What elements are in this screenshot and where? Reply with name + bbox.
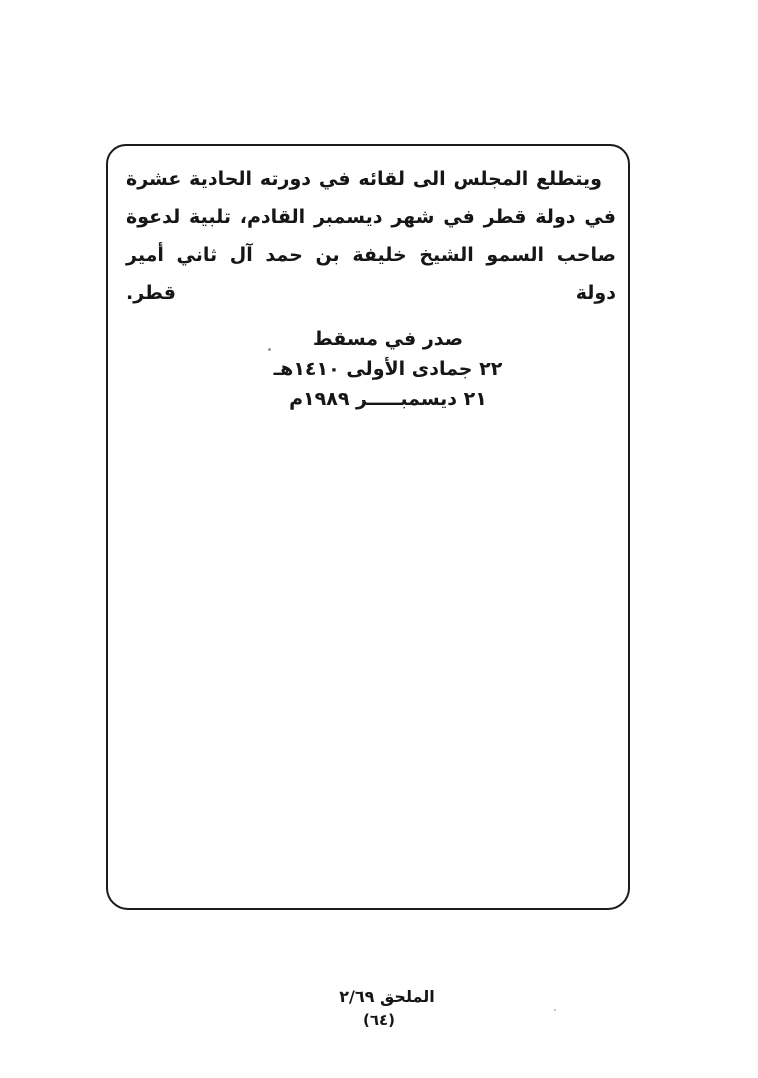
- body-paragraph: ويتطلع المجلس الى لقائه في دورته الحادية عشرة في دولة قطر في شهر ديسمبر القادم، تلبية لدعوة صاحب السمو الشيخ خليفة بن حمد آل ثاني أمير دولة قطر.: [126, 168, 616, 304]
- issuance-block: [128, 324, 648, 414]
- scan-speck: [268, 348, 271, 351]
- page-number: (٦٤): [362, 1011, 396, 1029]
- hijri-date-line: ٢٢ جمادى الأولى ١٤١٠هـ: [273, 358, 503, 380]
- content-border-frame: [106, 144, 630, 910]
- appendix-label: الملحق ٢/٦٩: [339, 987, 435, 1006]
- page-footer: [0, 986, 758, 1032]
- issued-at-line: صدر في مسقط: [312, 328, 464, 350]
- gregorian-date-line: ٢١ ديسمبـــــر ١٩٨٩م: [289, 388, 487, 410]
